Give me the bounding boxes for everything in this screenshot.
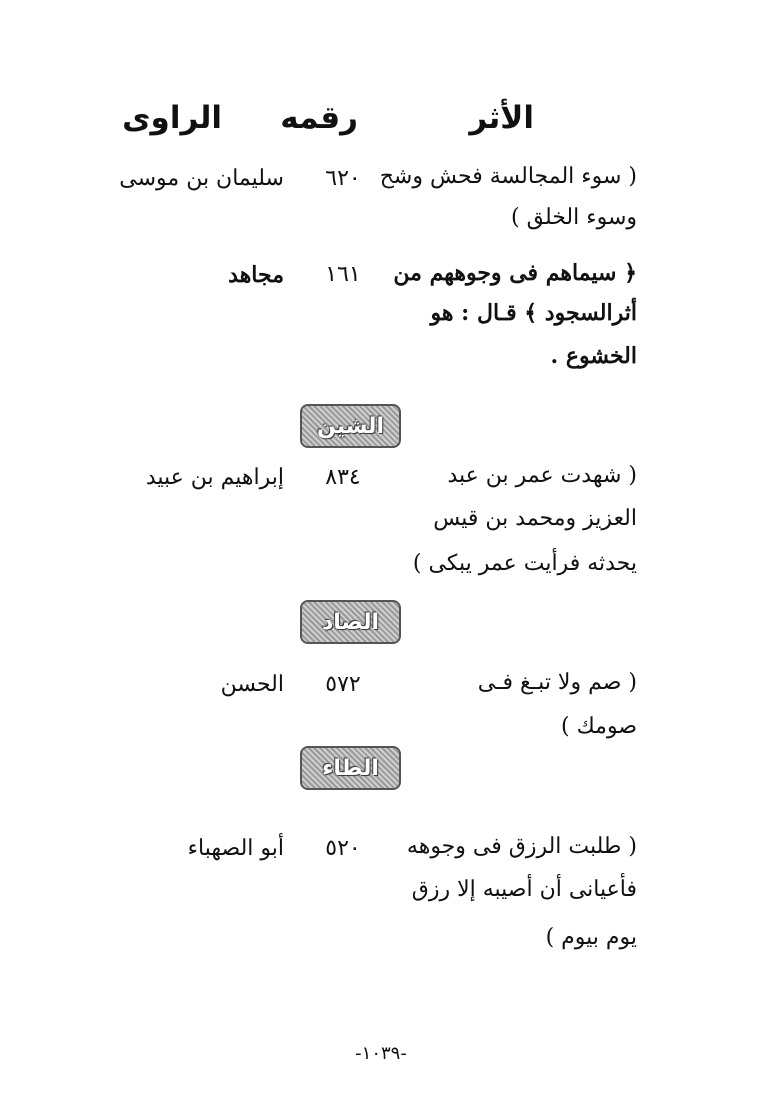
entry-text-line: ( سوء المجالسة فحش وشح	[379, 164, 637, 189]
entry-text-line: صومك )	[561, 714, 637, 739]
entry-text-line: العزيز ومحمد بن قيس	[433, 506, 637, 531]
entry-narrator: إبراهيم بن عبيد	[145, 465, 284, 490]
entry-number: ٥٧٢	[325, 672, 361, 697]
entry-number: ٥٢٠	[325, 836, 361, 861]
header-athar: الأثر	[469, 100, 534, 136]
section-heading-saad	[300, 600, 401, 644]
entry-number: ٦٢٠	[325, 166, 361, 191]
entry-number: ١٦١	[325, 262, 361, 287]
entry-text-line: ( شهدت عمر بن عبد	[447, 463, 637, 488]
section-heading-taa	[300, 746, 401, 790]
entry-narrator: الحسن	[220, 672, 284, 697]
entry-narrator: أبو الصهباء	[187, 836, 284, 861]
section-heading-label: الصاد	[321, 609, 380, 635]
entry-text-line: ﴿ سيماهم فى وجوههم من	[393, 260, 637, 286]
entry-text-line: ( صم ولا تبـغ فـى	[477, 670, 637, 695]
section-heading-label: الطاء	[322, 755, 379, 781]
header-raqm: رقمه	[280, 100, 358, 136]
entry-text-line: يحدثه فرأيت عمر يبكى )	[412, 551, 637, 576]
entry-text-line: أثرالسجود ﴾ قـال : هو	[430, 300, 637, 326]
entry-narrator: سليمان بن موسى	[119, 166, 284, 191]
header-rawi: الراوى	[122, 100, 222, 136]
entry-text-line: يوم بيوم )	[545, 925, 637, 950]
entry-text-line: الخشوع .	[550, 343, 637, 369]
entry-number: ٨٣٤	[325, 465, 361, 490]
entry-text-line: ( طلبت الرزق فى وجوهه	[406, 834, 637, 859]
entry-narrator: مجاهد	[228, 262, 284, 288]
section-heading-sheen	[300, 404, 401, 448]
entry-text-line: فأعيانى أن أصيبه إلا رزق	[411, 877, 637, 902]
page-number: -١٠٣٩-	[355, 1043, 407, 1064]
section-heading-label: الشين	[317, 413, 384, 439]
entry-text-line: وسوء الخلق )	[511, 205, 637, 230]
